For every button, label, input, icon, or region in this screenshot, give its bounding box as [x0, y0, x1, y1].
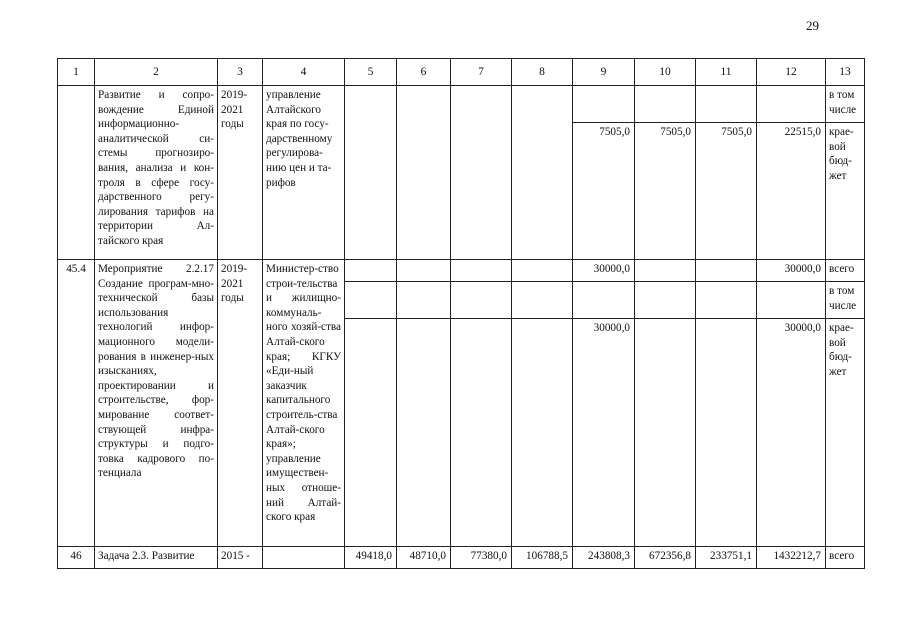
value-cell	[512, 260, 573, 282]
value-cell	[696, 282, 757, 319]
header-cell: 6	[397, 59, 451, 86]
row-number-cell: 45.4	[58, 260, 95, 547]
header-cell: 8	[512, 59, 573, 86]
value-cell	[397, 260, 451, 282]
funding-source-cell: всего	[826, 260, 865, 282]
value-cell: 30000,0	[573, 260, 635, 282]
value-cell: 243808,3	[573, 547, 635, 569]
header-row	[58, 59, 865, 86]
value-cell: 106788,5	[512, 547, 573, 569]
value-cell	[345, 319, 397, 547]
value-cell	[345, 123, 397, 260]
value-cell	[451, 260, 512, 282]
value-cell	[635, 282, 696, 319]
row-number-cell	[58, 86, 95, 260]
value-cell	[635, 260, 696, 282]
value-cell	[397, 319, 451, 547]
value-cell	[573, 86, 635, 123]
funding-source-cell: всего	[826, 547, 865, 569]
value-cell	[573, 282, 635, 319]
table-row	[58, 547, 865, 569]
funding-source-cell: крае-вой бюд-жет	[826, 123, 865, 260]
value-cell	[451, 86, 512, 123]
value-cell: 48710,0	[397, 547, 451, 569]
value-cell	[512, 282, 573, 319]
value-cell	[397, 86, 451, 123]
value-cell: 30000,0	[573, 319, 635, 547]
value-cell	[451, 319, 512, 547]
value-cell: 7505,0	[573, 123, 635, 260]
executor-cell	[263, 547, 345, 569]
value-cell	[696, 260, 757, 282]
value-cell	[345, 282, 397, 319]
header-cell: 1	[58, 59, 95, 86]
value-cell	[512, 319, 573, 547]
header-cell: 5	[345, 59, 397, 86]
years-cell: 2015 -	[218, 547, 263, 569]
value-cell	[451, 123, 512, 260]
funding-source-cell: крае-вой бюд-жет	[826, 319, 865, 547]
value-cell	[635, 319, 696, 547]
value-cell	[696, 319, 757, 547]
executor-cell: управление Алтайского края по госу-дарственному регулирова-нию цен и та-рифов	[263, 86, 345, 260]
value-cell: 672356,8	[635, 547, 696, 569]
value-cell	[635, 86, 696, 123]
value-cell	[757, 282, 826, 319]
value-cell: 22515,0	[757, 123, 826, 260]
executor-cell: Министер-ство строи-тельства и жилищно-коммуналь-ного хозяй-ства Алтай-ского края; КГКУ «Еди-ный заказчик капитального строитель-ства Алтай-ского края»; управление имуществен-ных отноше-ний Алтай-ского края	[263, 260, 345, 547]
value-cell: 7505,0	[635, 123, 696, 260]
header-cell: 12	[757, 59, 826, 86]
header-cell: 10	[635, 59, 696, 86]
header-cell: 13	[826, 59, 865, 86]
value-cell	[512, 123, 573, 260]
activity-name-cell: Задача 2.3. Развитие	[95, 547, 218, 569]
value-cell: 1432212,7	[757, 547, 826, 569]
funding-source-cell: в том числе	[826, 282, 865, 319]
table-row	[58, 86, 865, 123]
activity-name-cell: Мероприятие 2.2.17 Создание програм-мно-технической базы использования технологий инфор-мационного модели-рования в инженер-ных изысканиях, проектировании и строительстве, фор-мирование соответ-ствующей инфра-структуры и подго-товка кадрового по-тенциала	[95, 260, 218, 547]
years-cell: 2019-2021 годы	[218, 260, 263, 547]
header-cell: 3	[218, 59, 263, 86]
value-cell	[397, 282, 451, 319]
value-cell: 7505,0	[696, 123, 757, 260]
value-cell: 233751,1	[696, 547, 757, 569]
value-cell: 77380,0	[451, 547, 512, 569]
row-number-cell: 46	[58, 547, 95, 569]
header-cell: 7	[451, 59, 512, 86]
value-cell	[757, 86, 826, 123]
table-row	[58, 260, 865, 282]
activity-name-cell: Развитие и сопро-вождение Единой информационно-аналитической си-стемы прогнозиро-вания, анализа и кон-троля в сфере госу-дарственного регу-лирования тарифов на территории Ал-тайского края	[95, 86, 218, 260]
value-cell: 30000,0	[757, 260, 826, 282]
header-cell: 9	[573, 59, 635, 86]
value-cell	[345, 260, 397, 282]
value-cell	[345, 86, 397, 123]
value-cell: 30000,0	[757, 319, 826, 547]
years-cell: 2019-2021 годы	[218, 86, 263, 260]
value-cell	[397, 123, 451, 260]
funding-source-cell: в том числе	[826, 86, 865, 123]
value-cell	[512, 86, 573, 123]
value-cell	[451, 282, 512, 319]
page-number: 29	[806, 18, 819, 33]
value-cell	[696, 86, 757, 123]
header-cell: 2	[95, 59, 218, 86]
value-cell: 49418,0	[345, 547, 397, 569]
header-cell: 4	[263, 59, 345, 86]
header-cell: 11	[696, 59, 757, 86]
program-table	[57, 58, 865, 569]
